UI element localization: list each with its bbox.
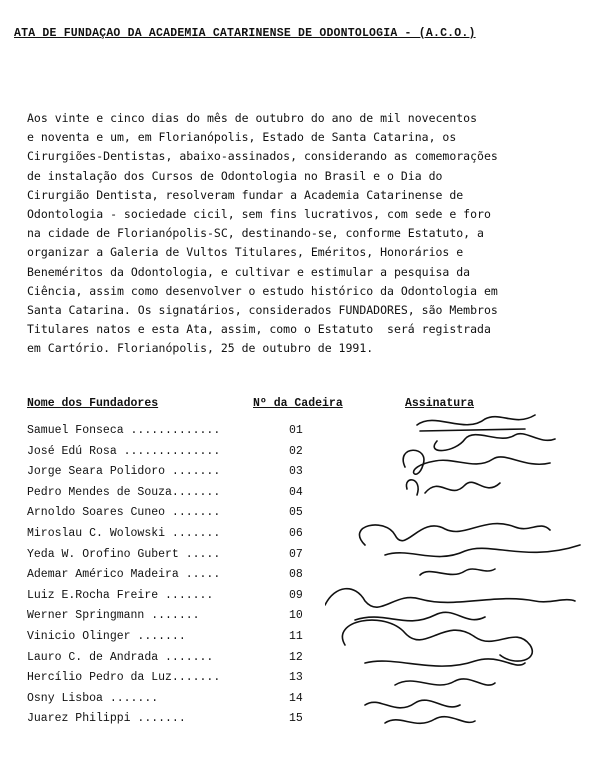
founder-name: José Edú Rosa ..............: [27, 444, 221, 458]
signature-stroke: [420, 569, 495, 575]
founder-name: Lauro C. de Andrada .......: [27, 650, 214, 664]
paragraph-line: e noventa e um, em Florianópolis, Estado de Santa Catarina, os: [27, 130, 457, 145]
chair-number: 12: [289, 650, 303, 664]
chair-number: 01: [289, 424, 303, 437]
table-row: [27, 465, 327, 486]
signature-stroke: [403, 450, 550, 474]
table-row: [27, 486, 327, 507]
founder-name: Osny Lisboa .......: [27, 691, 159, 705]
chair-number: 02: [289, 444, 303, 458]
paragraph-line: Titulares natos e esta Ata, assim, como o Estatuto será registrada: [27, 322, 491, 337]
chair-number: 05: [289, 506, 303, 520]
paragraph-line: Cirurgiões-Dentistas, abaixo-assinados, considerando as comemorações: [27, 149, 498, 164]
signature-stroke: [385, 717, 475, 724]
chair-number: 10: [289, 609, 303, 623]
chair-number: 14: [289, 691, 303, 705]
founder-name: Werner Springmann .......: [27, 609, 200, 623]
table-row: [27, 671, 327, 692]
chair-number: 08: [289, 568, 303, 582]
signature-stroke: [365, 700, 460, 708]
chair-number: 11: [289, 629, 303, 643]
paragraph-line: organizar a Galeria de Vultos Titulares, Eméritos, Honorários e: [27, 245, 464, 260]
founder-name: Juarez Philippi .......: [27, 712, 186, 726]
table-row: [27, 712, 327, 733]
table-row: [27, 445, 327, 466]
paragraph-line: Cirurgião Dentista, resolveram fundar a Academia Catarinense de: [27, 187, 464, 202]
table-row: [27, 609, 327, 630]
signature-stroke: [417, 415, 535, 431]
signature-stroke: [359, 524, 550, 545]
founder-name: Miroslau C. Wolowski .......: [27, 526, 221, 540]
chair-number: 03: [289, 465, 303, 479]
table-row: [27, 651, 327, 672]
paragraph-line: de instalação dos Cursos de Odontologia no Brasil e o Dia do: [27, 168, 443, 183]
signature-stroke: [434, 434, 555, 451]
chair-number: 07: [289, 547, 303, 561]
table-row: [27, 527, 327, 548]
signature-stroke: [365, 659, 525, 666]
paragraph-line: Aos vinte e cinco dias do mês de outubro do ano de mil novecentos: [27, 111, 478, 125]
signature-stroke: [342, 620, 532, 661]
founder-name: Samuel Fonseca .............: [27, 424, 221, 437]
founder-name: Arnoldo Soares Cuneo .......: [27, 506, 221, 520]
table-row: [27, 506, 327, 527]
paragraph-line: Odontologia - sociedade cicil, sem fins lucrativos, com sede e foro: [27, 207, 491, 222]
chair-number: 06: [289, 526, 303, 540]
founders-table: [27, 424, 327, 733]
handwritten-signatures: [325, 405, 595, 735]
signature-stroke: [406, 480, 500, 495]
founder-name: Pedro Mendes de Souza.......: [27, 485, 221, 499]
paragraph-line: em Cartório. Florianópolis, 25 de outubro de 1991.: [27, 341, 374, 356]
table-row: [27, 692, 327, 713]
header-chair-number: Nº da Cadeira: [253, 397, 343, 410]
table-row: [27, 424, 327, 445]
signature-stroke: [385, 545, 580, 557]
founder-name: Yeda W. Orofino Gubert .....: [27, 547, 221, 561]
header-founders-name: Nome dos Fundadores: [27, 397, 159, 410]
table-row: [27, 630, 327, 651]
chair-number: 04: [289, 485, 303, 499]
paragraph-line: Beneméritos da Odontologia, e cultivar e estimular a pesquisa da: [27, 264, 471, 279]
table-row: [27, 548, 327, 569]
founder-name: Ademar Américo Madeira .....: [27, 568, 221, 582]
paragraph-line: na cidade de Florianópolis-SC, destinando-se, conforme Estatuto, a: [27, 226, 484, 241]
document-title: ATA DE FUNDAÇAO DA ACADEMIA CATARINENSE DE ODONTOLOGIA - (A.C.O.): [14, 27, 476, 40]
chair-number: 15: [289, 712, 303, 726]
header-signature: Assinatura: [405, 397, 475, 410]
founding-paragraph: [27, 109, 572, 359]
founder-name: Vinicio Olinger .......: [27, 629, 186, 643]
paragraph-line: Santa Catarina. Os signatários, considerados FUNDADORES, são Membros: [27, 303, 498, 318]
founder-name: Hercílio Pedro da Luz.......: [27, 671, 221, 685]
founder-name: Luiz E.Rocha Freire .......: [27, 588, 214, 602]
signature-stroke: [395, 679, 495, 685]
chair-number: 13: [289, 671, 303, 685]
signature-stroke: [325, 589, 575, 607]
founder-name: Jorge Seara Polidoro .......: [27, 465, 221, 479]
table-row: [27, 568, 327, 589]
table-row: [27, 589, 327, 610]
paragraph-line: Ciência, assim como desenvolver o estudo histórico da Odontologia em: [27, 283, 498, 298]
chair-number: 09: [289, 588, 303, 602]
